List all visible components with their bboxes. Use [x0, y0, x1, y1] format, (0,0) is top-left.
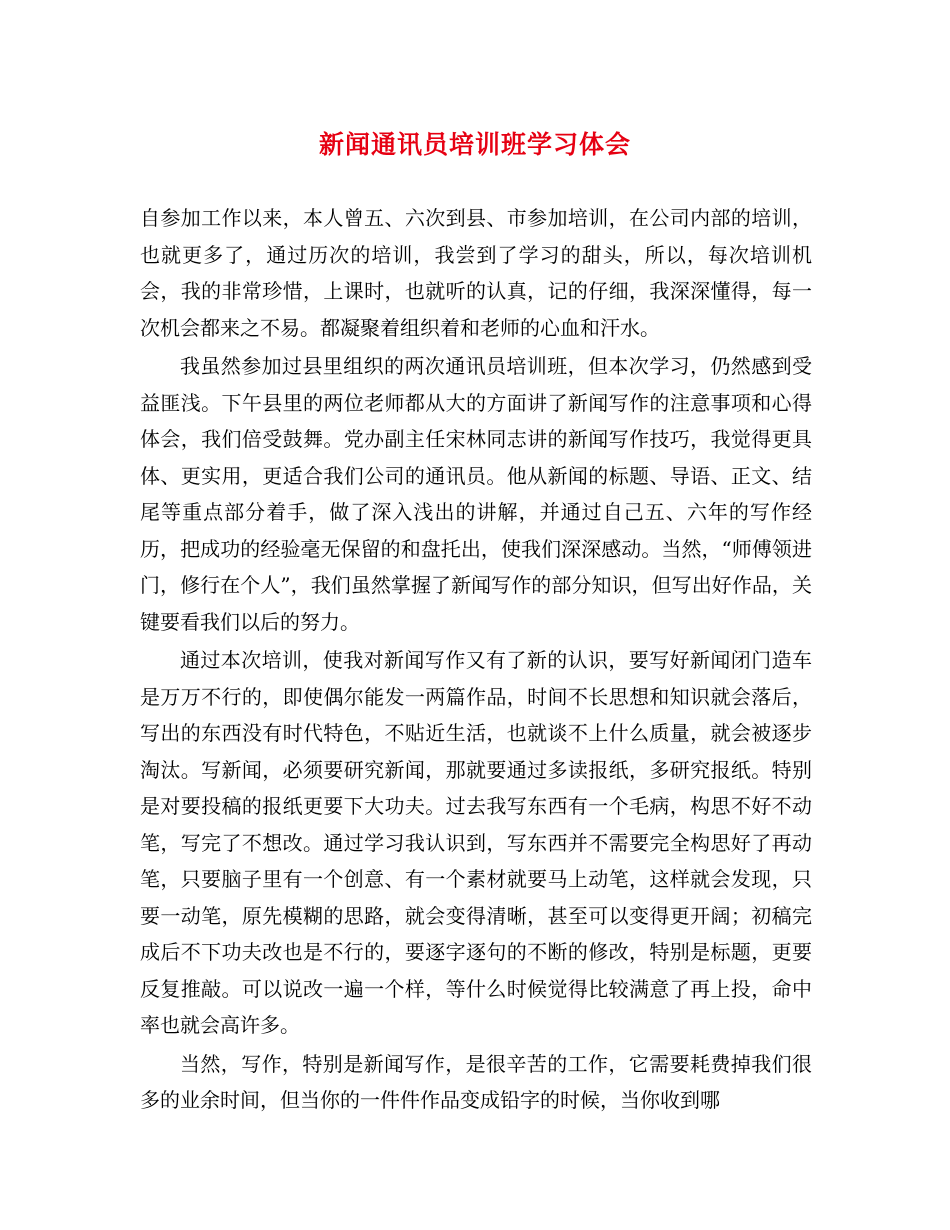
paragraph-3: 通过本次培训，使我对新闻写作又有了新的认识，要写好新闻闭门造车是万万不行的，即使偶尔能发一两篇作品，时间不长思想和知识就会落后，写出的东西没有时代特色，不贴近生活，也就谈不上什么质量，就会被逐步淘汰。写新闻，必须要研究新闻，那就要通过多读报纸，多研究报纸。特别是对要投稿的报纸更要下大功夫。过去我写东西有一个毛病，构思不好不动笔，写完了不想改。通过学习我认识到，写东西并不需要完全构思好了再动笔，只要脑子里有一个创意、有一个素材就要马上动笔，这样就会发现，只要一动笔，原先模糊的思路，就会变得清晰，甚至可以变得更开阔；初稿完成后不下功夫改也是不行的，要逐字逐句的不断的修改，特别是标题，更要反复推敲。可以说改一遍一个样，等什么时候觉得比较满意了再上投，命中率也就会高许多。 — [140, 648, 812, 1037]
document-title: 新闻通讯员培训班学习体会 — [318, 130, 631, 159]
paragraph-4: 当然，写作，特别是新闻写作，是很辛苦的工作，它需要耗费掉我们很多的业余时间，但当你的一件件作品变成铅字的时候，当你收到哪 — [140, 1051, 812, 1112]
paragraph-2: 我虽然参加过县里组织的两次通讯员培训班，但本次学习，仍然感到受益匪浅。下午县里的两位老师都从大的方面讲了新闻写作的注意事项和心得体会，我们倍受鼓舞。党办副主任宋林同志讲的新闻写作技巧，我觉得更具体、更实用，更适合我们公司的通讯员。他从新闻的标题、导语、正文、结尾等重点部分着手，做了深入浅出的讲解，并通过自己五、六年的写作经历，把成功的经验毫无保留的和盘托出，使我们深深感动。当然，“师傅领进门，修行在个人”，我们虽然掌握了新闻写作的部分知识，但写出好作品，关键要看我们以后的努力。 — [140, 354, 812, 634]
document-body — [140, 200, 812, 1121]
paragraph-1: 自参加工作以来，本人曾五、六次到县、市参加培训，在公司内部的培训，也就更多了，通过历次的培训，我尝到了学习的甜头，所以，每次培训机会，我的非常珍惜，上课时，也就听的认真，记的仔细，我深深懂得，每一次机会都来之不易。都凝聚着组织着和老师的心血和汗水。 — [140, 206, 812, 340]
